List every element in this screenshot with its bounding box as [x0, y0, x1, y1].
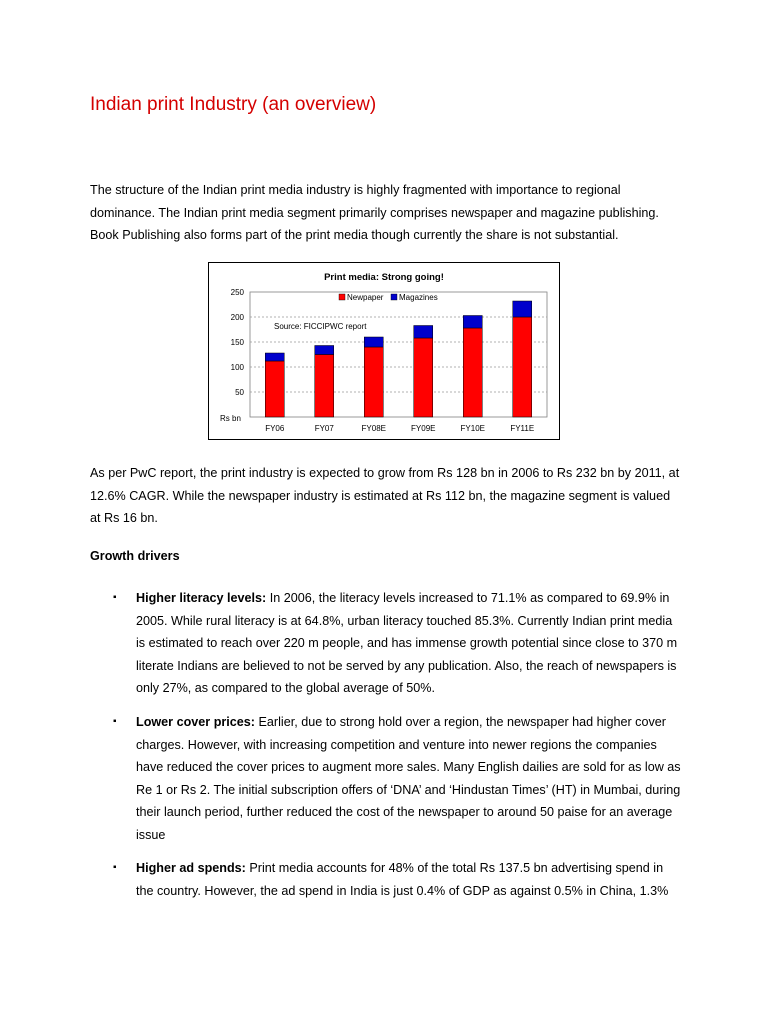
bullet-marker: ▪ [113, 862, 117, 873]
bullet-marker: ▪ [113, 592, 117, 603]
chart-source-annotation: Source: FICCIPWC report [274, 322, 367, 331]
chart-title: Print media: Strong going! [324, 272, 444, 283]
bar-newpaper-fy10e [463, 328, 482, 417]
bar-magazines-fy09e [414, 326, 433, 339]
bar-magazines-fy08e [364, 337, 383, 347]
x-tick-label: FY08E [361, 424, 386, 433]
page-title: Indian print Industry (an overview) [90, 94, 377, 115]
bullet-marker: ▪ [113, 716, 117, 727]
growth-drivers-heading: Growth drivers [90, 549, 180, 563]
y-tick-label: 200 [230, 313, 244, 322]
y-axis-unit-label: Rs bn [220, 414, 241, 423]
y-tick-label: 150 [230, 338, 244, 347]
x-tick-label: FY09E [411, 424, 436, 433]
bullet-text: In 2006, the literacy levels increased to 71.1% as compared to 69.9% in 2005. While rural literacy is at 64.8%, urban literacy touched 85.3%. Currently Indian print media is estimated to reach over 220 m people, and has immense growth potential since close to 370 m literate Indians are believed to not be served by any publication. Also, the reach of newspapers is only 27%, as compared to the global average of 50%. [136, 591, 678, 695]
bar-newpaper-fy06 [265, 361, 284, 417]
legend-label: Magazines [399, 293, 438, 302]
x-tick-label: FY10E [460, 424, 485, 433]
bar-magazines-fy07 [315, 346, 334, 355]
print-media-chart [208, 262, 560, 440]
y-tick-label: 250 [230, 288, 244, 297]
y-tick-label: 50 [235, 388, 244, 397]
intro-paragraph: The structure of the Indian print media industry is highly fragmented with importance to regional dominance. The Indian print media segment primarily comprises newspaper and magazine publishing. Book Publishing also forms part of the print media though currently the share is not substantial. [90, 183, 659, 242]
bar-newpaper-fy09e [414, 338, 433, 417]
bullet-lead: Higher ad spends: [136, 861, 246, 875]
x-tick-label: FY11E [510, 424, 535, 433]
bar-magazines-fy11e [513, 301, 532, 317]
legend-label: Newpaper [347, 293, 384, 302]
bar-magazines-fy06 [265, 353, 284, 361]
bar-newpaper-fy11e [513, 317, 532, 417]
bullet-text: Earlier, due to strong hold over a region, the newspaper had higher cover charges. However, with increasing competition and venture into newer regions the companies have reduced the cover prices to augment more sales. Many English dailies are sold for as low as Re 1 or Rs 2. The initial subscription offers of ‘DNA’ and ‘Hindustan Times’ (HT) in Mumbai, during their launch period, further reduced the cost of the newspaper to around 50 paise for an average issue [136, 715, 681, 842]
bullet-text: Print media accounts for 48% of the total Rs 137.5 bn advertising spend in the country. However, the ad spend in India is just 0.4% of GDP as against 0.5% in China, 1.3% [136, 861, 669, 898]
bar-newpaper-fy07 [315, 355, 334, 418]
x-tick-label: FY07 [314, 424, 334, 433]
legend-swatch [391, 294, 397, 300]
pwc-paragraph: As per PwC report, the print industry is expected to grow from Rs 128 bn in 2006 to Rs 232 bn by 2011, at 12.6% CAGR. While the newspaper industry is estimated at Rs 112 bn, the magazine segment is valued at Rs 16 bn. [90, 466, 680, 525]
legend-swatch [339, 294, 345, 300]
x-tick-label: FY06 [265, 424, 285, 433]
bar-magazines-fy10e [463, 316, 482, 329]
bullet-lead: Higher literacy levels: [136, 591, 267, 605]
bar-newpaper-fy08e [364, 347, 383, 417]
y-tick-label: 100 [230, 363, 244, 372]
bullet-lead: Lower cover prices: [136, 715, 255, 729]
